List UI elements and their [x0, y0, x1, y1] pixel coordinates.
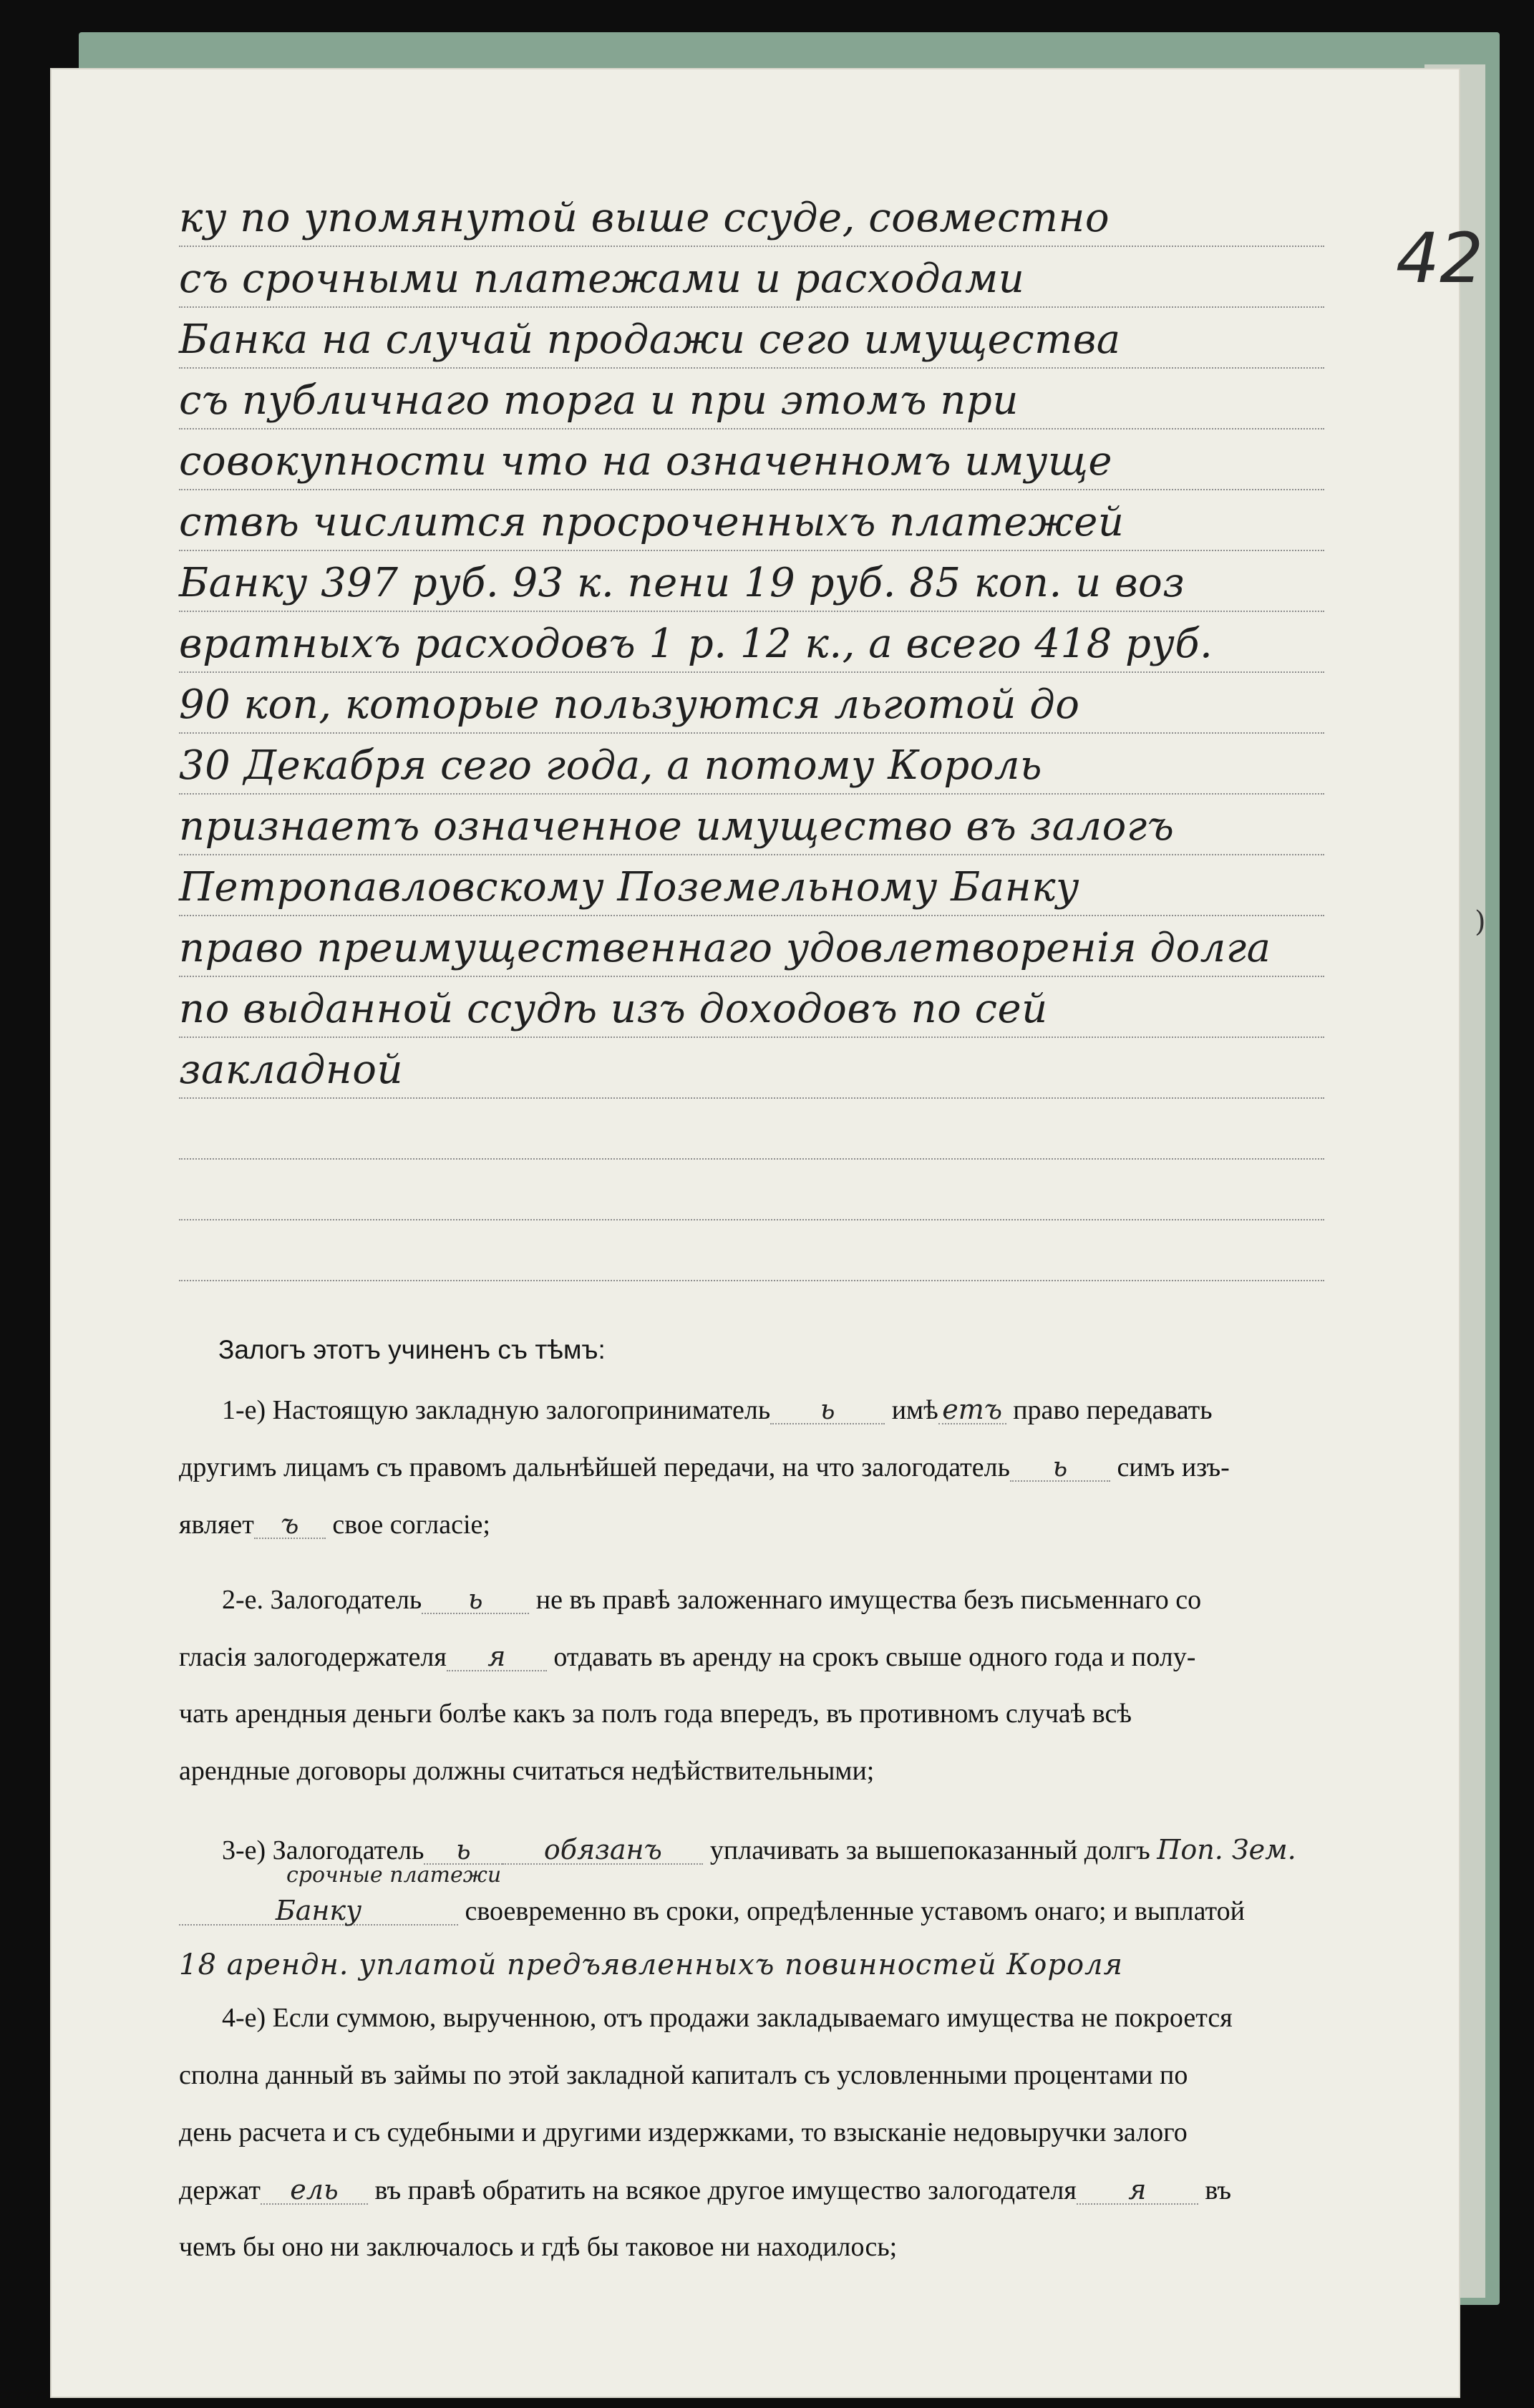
margin-mark: ): [1475, 906, 1486, 938]
handwritten-line: [179, 1099, 1324, 1160]
clause-3-text-c: своевременно въ сроки, опредѣленные уставомъ онаго; и выплатой: [465, 1896, 1245, 1926]
handwritten-text: совокупности что на означенномъ имуще: [179, 438, 1113, 485]
clause-3-fill-2: обязанъ: [503, 1836, 703, 1865]
clause-2-line-4: арендные договоры должны считаться недѣйствительными;: [179, 1756, 875, 1786]
handwritten-line: [179, 308, 1324, 369]
handwritten-text: 30 Декабря сего года, а потому Король: [179, 742, 1043, 789]
clause-3-fill-4: Банку: [179, 1897, 458, 1926]
clause-4-text-a: держат: [179, 2175, 261, 2205]
handwritten-text: Петропавловскому Поземельному Банку: [179, 864, 1080, 911]
handwritten-line: [179, 612, 1324, 673]
clause-4-text-c: въ: [1205, 2175, 1232, 2205]
clause-1-text-a: 1-е) Настоящую закладную залогоприниматель: [222, 1395, 771, 1425]
clause-3-fill-3: Поп. Зем.: [1157, 1834, 1296, 1865]
clause-3-handwritten-above: срочные платежи: [286, 1863, 502, 1888]
clause-2-text-a: 2-е. Залогодатель: [222, 1585, 422, 1615]
clause-1-fill-2: етъ: [938, 1396, 1006, 1424]
handwritten-text: съ срочными платежами и расходами: [179, 256, 1025, 302]
clause-1-text-d: другимъ лицамъ съ правомъ дальнѣйшей передачи, на что залогодатель: [179, 1452, 1010, 1482]
handwritten-line: [179, 673, 1324, 734]
clause-4-fill-2: я: [1077, 2176, 1198, 2205]
handwritten-line: [179, 429, 1324, 490]
handwritten-text: признаетъ означенное имущество въ залогъ: [179, 803, 1175, 850]
clause-4-line-3: день расчета и съ судебными и другими издержками, то взысканіе недовыручки залого: [179, 2117, 1188, 2147]
clause-1-fill-1: ь: [770, 1396, 885, 1424]
handwritten-text: по выданной ссудѣ изъ доходовъ по сей: [179, 986, 1048, 1032]
handwritten-line: [179, 734, 1324, 795]
handwritten-text: ку по упомянутой выше ссуде, совместно: [179, 195, 1110, 241]
clause-3-text-a: 3-е) Залогодатель: [222, 1835, 424, 1865]
clause-3-handwritten-line: 18 арендн. уплатой предъявленныхъ повинностей Короля: [179, 1948, 1123, 1981]
page-number: 42: [1396, 218, 1484, 298]
clause-4-line-2: сполна данный въ займы по этой закладной капиталъ съ условленными процентами по: [179, 2060, 1188, 2090]
handwritten-line: [179, 855, 1324, 916]
handwritten-line: [179, 490, 1324, 551]
clause-1-line-2: [179, 1453, 1360, 1482]
clause-2-line-3: чать арендныя деньги болѣе какъ за полъ года впередъ, въ противномъ случаѣ всѣ: [179, 1699, 1132, 1729]
handwritten-line: [179, 916, 1324, 977]
handwritten-line: [179, 186, 1324, 247]
handwritten-line: [179, 551, 1324, 612]
handwritten-block: [179, 186, 1324, 1281]
handwritten-text: закладной: [179, 1047, 404, 1093]
clause-2-fill-1: ь: [422, 1586, 529, 1614]
clause-2-line-1: [222, 1583, 1403, 1615]
clause-1-line-1: [222, 1396, 1403, 1424]
clause-3-fill-1: ь: [424, 1836, 503, 1865]
handwritten-text: съ публичнаго торга и при этомъ при: [179, 377, 1019, 424]
handwritten-text: Банку 397 руб. 93 к. пени 19 руб. 85 коп. и воз: [179, 560, 1185, 606]
handwritten-line: [179, 1038, 1324, 1099]
handwritten-text: ствѣ числится просроченныхъ платежей: [179, 499, 1125, 545]
clause-2-text-c: гласія залогодержателя: [179, 1642, 447, 1672]
clause-3-line-2: [179, 1897, 1360, 1926]
clause-1-text-b: имѣ: [891, 1395, 938, 1425]
handwritten-text: Банка на случай продажи сего имущества: [179, 316, 1121, 363]
clauses-heading: Залогъ этотъ учиненъ съ тѣмъ:: [218, 1335, 606, 1364]
clause-2-text-b: не въ правѣ заложеннаго имущества безъ письменнаго со: [535, 1585, 1202, 1615]
clause-1-text-g: свое согласіе;: [332, 1510, 490, 1540]
handwritten-line: [179, 1220, 1324, 1281]
clause-4-fill-1: ель: [261, 2176, 368, 2205]
clause-1-fill-3: ь: [1010, 1453, 1110, 1482]
handwritten-line: [179, 977, 1324, 1038]
handwritten-line: [179, 795, 1324, 855]
clause-1-text-c: право передавать: [1013, 1395, 1213, 1425]
handwritten-line: [179, 247, 1324, 308]
clause-4-text-b: въ правѣ обратить на всякое другое имущество залогодателя: [374, 2175, 1077, 2205]
handwritten-text: вратныхъ расходовъ 1 р. 12 к., а всего 418 руб.: [179, 621, 1213, 667]
handwritten-text: 90 коп, которые пользуются льготой до: [179, 681, 1080, 728]
clause-1-text-e: симъ изъ-: [1117, 1452, 1230, 1482]
handwritten-line: [179, 1160, 1324, 1220]
clause-4-line-5: чемъ бы оно ни заключалось и гдѣ бы таковое ни находилось;: [179, 2232, 898, 2262]
clause-3-line-1: [222, 1836, 1403, 1865]
clause-3-text-b: уплачивать за вышепоказанный долгъ: [709, 1835, 1150, 1865]
clause-1-fill-4: ъ: [254, 1510, 326, 1539]
clause-1-text-f: являет: [179, 1510, 254, 1540]
clause-4-line-4: [179, 2176, 1360, 2205]
clause-4-line-1: 4-е) Если суммою, вырученною, отъ продажи закладываемаго имущества не покроется: [222, 2003, 1233, 2033]
handwritten-line: [179, 369, 1324, 429]
clause-2-text-d: отдавать въ аренду на срокъ свыше одного года и полу-: [553, 1642, 1196, 1672]
clause-1-line-3: [179, 1510, 1360, 1539]
handwritten-text: право преимущественнаго удовлетворенія долга: [179, 925, 1271, 971]
clause-2-line-2: [179, 1643, 1360, 1671]
clause-2-fill-2: я: [447, 1643, 547, 1671]
